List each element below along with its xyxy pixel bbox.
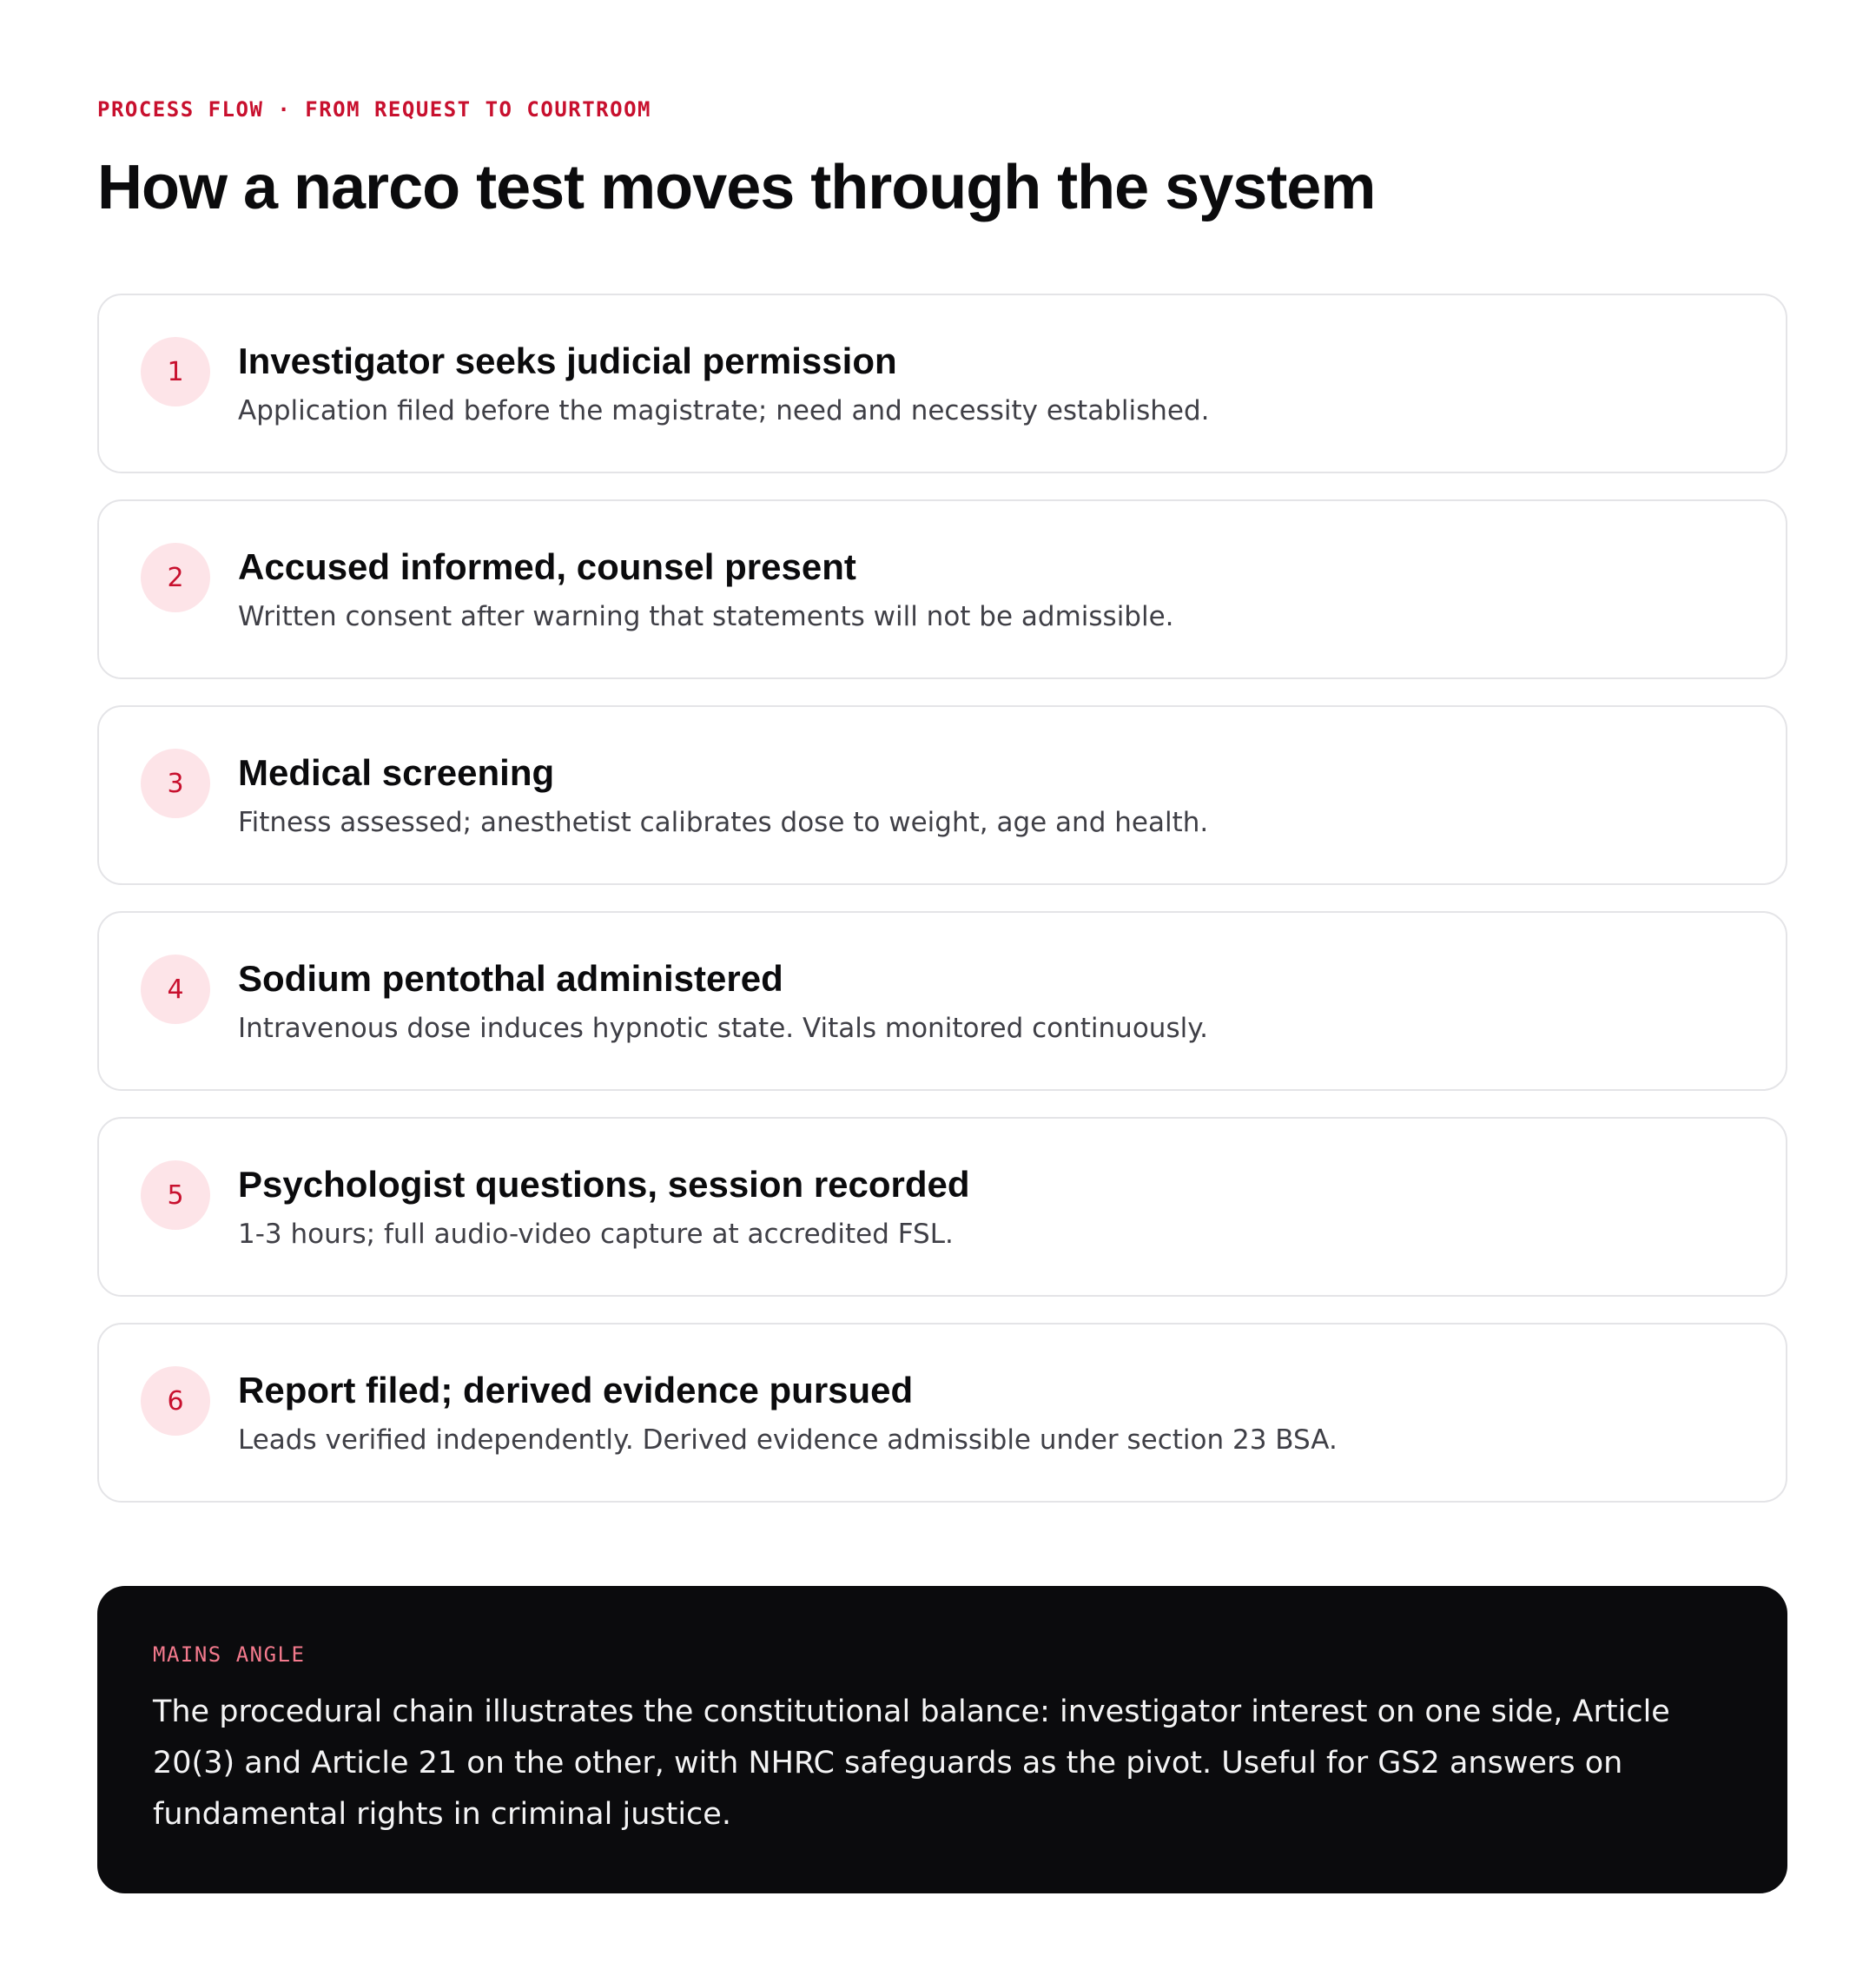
step-number-badge: 6 [141, 1366, 210, 1436]
process-step-card [97, 911, 1787, 1091]
mains-angle-callout [97, 1586, 1787, 1893]
step-number-badge: 1 [141, 337, 210, 406]
step-description: 1-3 hours; full audio-video capture at accredited FSL. [238, 1219, 954, 1250]
step-number-badge: 5 [141, 1160, 210, 1230]
callout-body: The procedural chain illustrates the constitutional balance: investigator interest on one side, Article 20(3) and Article 21 on the other, with NHRC safeguards as the pivot. Useful for GS2 answers on fundamental rights in criminal justice. [153, 1695, 1670, 1832]
step-title: Psychologist questions, session recorded [238, 1164, 970, 1205]
step-description: Written consent after warning that statements will not be admissible. [238, 601, 1174, 632]
callout-label: MAINS ANGLE [153, 1642, 306, 1667]
step-description: Application filed before the magistrate; need and necessity established. [238, 395, 1210, 426]
step-title: Sodium pentothal administered [238, 958, 783, 999]
process-step-card [97, 1117, 1787, 1297]
process-steps-list [97, 294, 1787, 1529]
process-step-card [97, 499, 1787, 679]
step-title: Medical screening [238, 752, 555, 793]
step-title: Accused informed, counsel present [238, 546, 856, 587]
step-number-badge: 2 [141, 543, 210, 612]
process-step-card [97, 705, 1787, 885]
page-title: How a narco test moves through the system [97, 153, 1376, 222]
step-description: Intravenous dose induces hypnotic state. Vitals monitored continuously. [238, 1013, 1208, 1044]
step-number-badge: 3 [141, 749, 210, 818]
step-number-badge: 4 [141, 955, 210, 1024]
process-step-card [97, 1323, 1787, 1503]
step-title: Investigator seeks judicial permission [238, 340, 897, 381]
step-description: Leads verified independently. Derived evidence admissible under section 23 BSA. [238, 1424, 1338, 1456]
step-description: Fitness assessed; anesthetist calibrates dose to weight, age and health. [238, 807, 1209, 838]
process-step-card [97, 294, 1787, 473]
section-eyebrow: PROCESS FLOW · FROM REQUEST TO COURTROOM [97, 97, 651, 122]
step-title: Report filed; derived evidence pursued [238, 1370, 914, 1411]
